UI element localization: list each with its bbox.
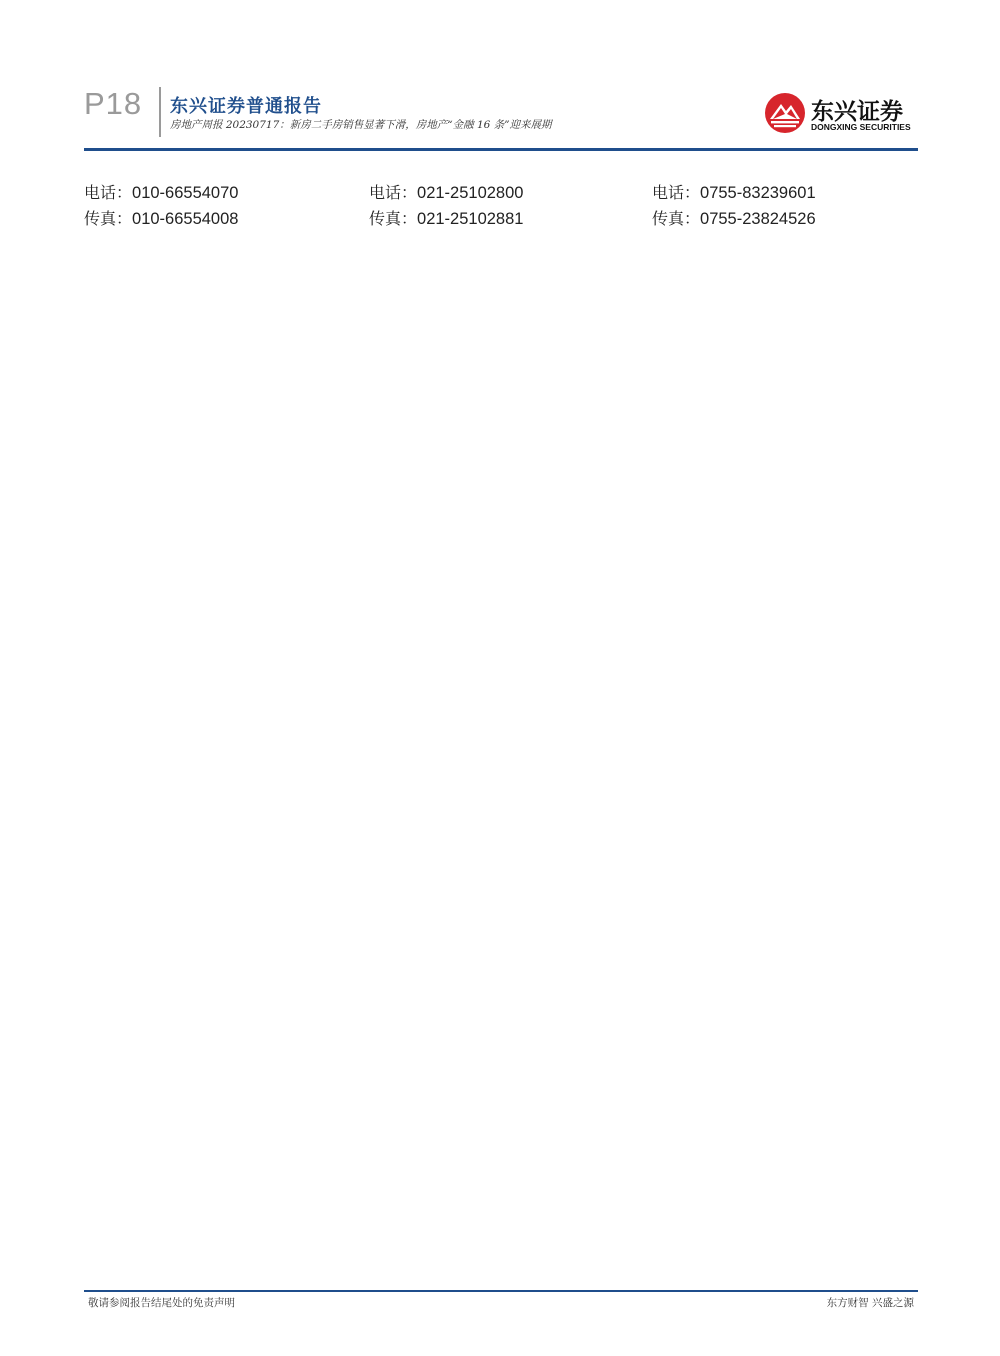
phone-label: 电话： [369, 183, 418, 202]
phone-line [84, 180, 238, 206]
phone-number: 0755-83239601 [700, 184, 816, 202]
page-number: P18 [84, 86, 143, 121]
header-rule [84, 148, 918, 151]
fax-label: 传真： [369, 209, 418, 228]
footer-disclaimer: 敬请参阅报告结尾处的免责声明 [88, 1297, 235, 1309]
phone-line [369, 180, 523, 206]
contact-block-shanghai [369, 180, 523, 232]
page-header [0, 0, 1000, 160]
fax-label: 传真： [84, 209, 133, 228]
fax-number: 010-66554008 [132, 210, 239, 228]
fax-label: 传真： [652, 209, 701, 228]
dongxing-logo-icon [764, 92, 806, 134]
header-divider [159, 87, 161, 137]
contact-block-shenzhen [652, 180, 816, 232]
fax-line [84, 206, 238, 232]
contact-block-beijing [84, 180, 238, 232]
footer-rule [84, 1290, 918, 1292]
report-subtitle: 房地产周报 20230717：新房二手房销售显著下滑，房地产“金融 16 条”迎来展期 [170, 119, 552, 131]
phone-line [652, 180, 816, 206]
phone-number: 010-66554070 [132, 184, 239, 202]
phone-label: 电话： [652, 183, 701, 202]
fax-number: 021-25102881 [417, 210, 524, 228]
fax-line [652, 206, 816, 232]
fax-line [369, 206, 523, 232]
footer-slogan: 东方财智 兴盛之源 [826, 1297, 914, 1309]
phone-number: 021-25102800 [417, 184, 524, 202]
company-logo [764, 92, 924, 136]
fax-number: 0755-23824526 [700, 210, 816, 228]
logo-name-cn: 东兴证券 [811, 99, 903, 125]
report-type-title: 东兴证券普通报告 [170, 96, 322, 117]
phone-label: 电话： [84, 183, 133, 202]
logo-name-en: DONGXING SECURITIES [811, 122, 911, 132]
